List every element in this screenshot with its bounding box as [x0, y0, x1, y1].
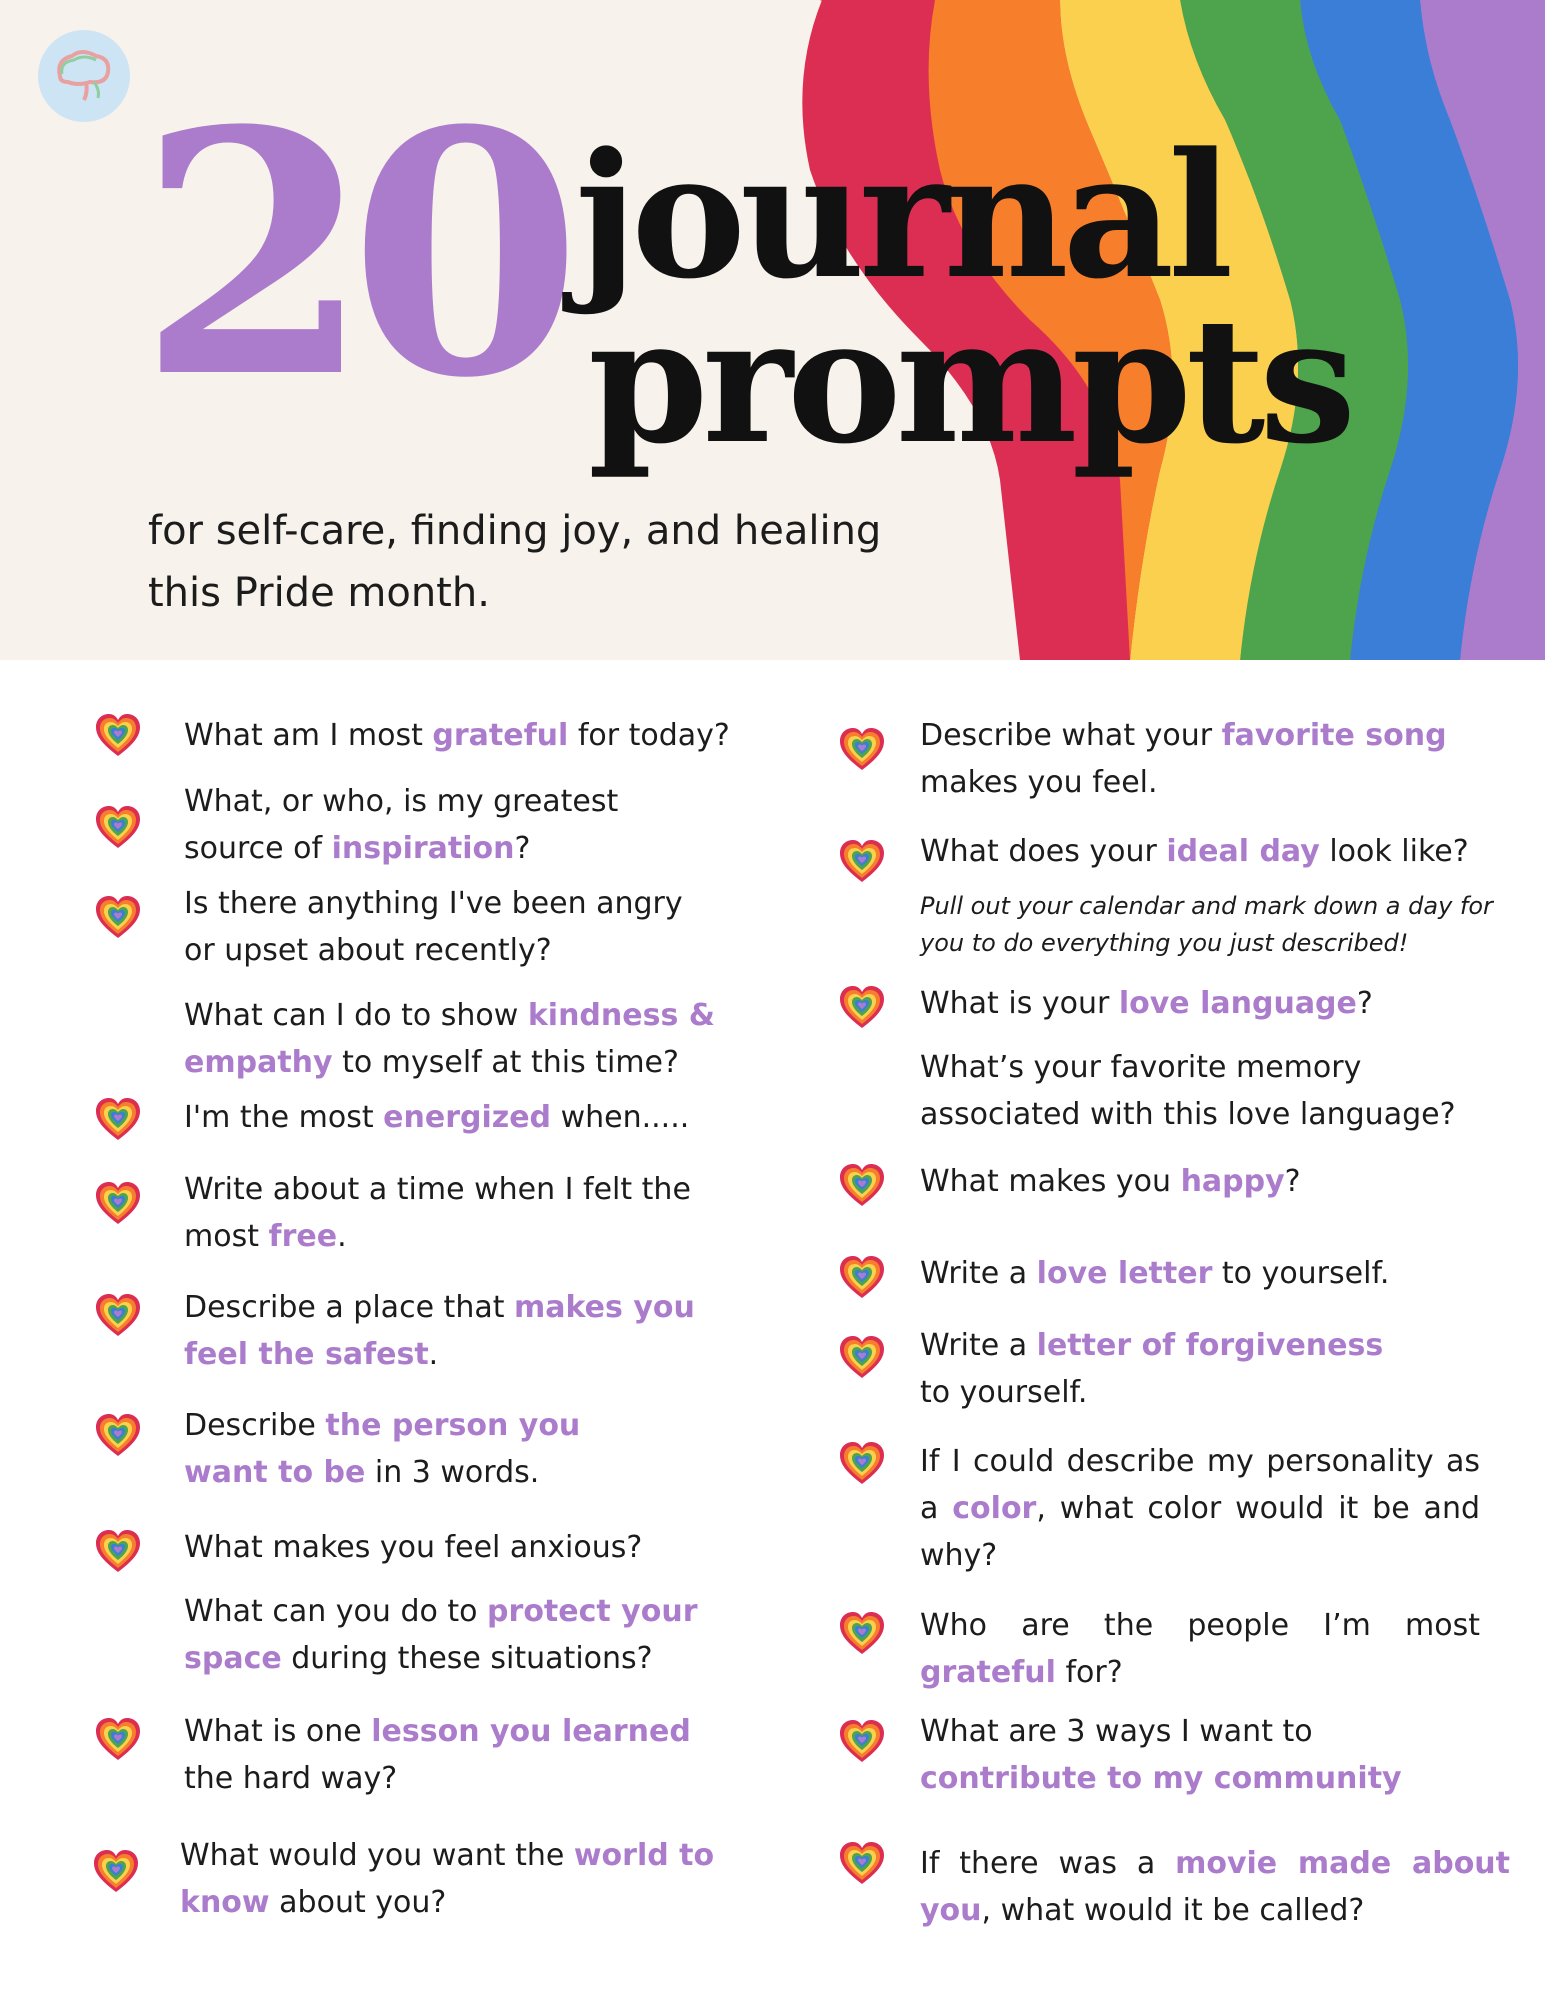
prompt-person-you-want-to-be: Describe the person you want to be in 3 words.	[184, 1408, 581, 1490]
prompt-favorite-song: Describe what your favorite song makes you feel.	[920, 718, 1447, 800]
prompt-world-to-know: What would you want the world to know about you?	[180, 1838, 715, 1920]
heart-icon	[838, 1840, 886, 1888]
heart-icon	[94, 1292, 142, 1340]
heart-icon	[92, 1848, 140, 1896]
title-line-journal: journal	[575, 114, 1228, 317]
prompt-letter-of-forgiveness: Write a letter of forgiveness to yourself.	[920, 1328, 1384, 1410]
heart-icon	[838, 1334, 886, 1382]
prompt-energized: I'm the most energized when.....	[184, 1100, 690, 1135]
heart-icon	[94, 894, 142, 942]
heart-icon	[838, 838, 886, 886]
prompt-lesson-learned: What is one lesson you learned the hard way?	[184, 1714, 691, 1796]
prompt-happy: What makes you happy?	[920, 1164, 1301, 1199]
heart-icon	[838, 1718, 886, 1766]
heart-icon	[94, 1528, 142, 1576]
prompt-inspiration: What, or who, is my greatest source of inspiration?	[184, 784, 619, 866]
prompt-grateful-people: Who are the people I’m most grateful for?	[920, 1608, 1480, 1690]
prompt-kindness-empathy: What can I do to show kindness & empathy to myself at this time?	[184, 998, 715, 1080]
heart-icon	[94, 712, 142, 760]
subtitle-line-1: for self-care, finding joy, and healing	[148, 508, 882, 554]
prompt-personality-color: If I could describe my personality as a color, what color would it be and why?	[920, 1444, 1480, 1573]
heart-icon	[94, 1096, 142, 1144]
title-line-prompts: prompts	[588, 279, 1351, 482]
prompt-ideal-day-note: Pull out your calendar and mark down a day for you to do everything you just described!	[920, 892, 1493, 957]
heart-icon	[838, 1610, 886, 1658]
prompt-anxious: What makes you feel anxious?	[184, 1530, 643, 1565]
prompt-movie-about-you: If there was a movie made about you, what would it be called?	[920, 1846, 1511, 1928]
brand-logo	[38, 30, 130, 122]
prompt-safest-place: Describe a place that makes you feel the safest.	[184, 1290, 695, 1372]
prompt-love-letter: Write a love letter to yourself.	[920, 1256, 1390, 1291]
prompt-ideal-day: What does your ideal day look like?	[920, 834, 1469, 869]
heart-icon	[94, 1412, 142, 1460]
heart-icon	[838, 1440, 886, 1488]
heart-icon	[94, 1180, 142, 1228]
prompt-angry-upset: Is there anything I've been angry or upset about recently?	[184, 886, 683, 968]
title-number: 20	[138, 58, 561, 452]
heart-icon	[94, 1716, 142, 1764]
prompt-contribute-community: What are 3 ways I want to contribute to my community	[920, 1714, 1402, 1796]
brain-icon	[38, 30, 130, 122]
heart-icon	[838, 984, 886, 1032]
heart-icon	[838, 1254, 886, 1302]
prompt-love-language: What is your love language?	[920, 986, 1373, 1021]
prompt-protect-your-space: What can you do to protect your space during these situations?	[184, 1594, 698, 1676]
subtitle	[148, 500, 908, 624]
heart-icon	[94, 804, 142, 852]
prompt-felt-free: Write about a time when I felt the most free.	[184, 1172, 691, 1254]
prompt-grateful-today: What am I most grateful for today?	[184, 718, 730, 753]
subtitle-line-2: this Pride month.	[148, 570, 490, 616]
prompt-favorite-memory: What’s your favorite memory associated with this love language?	[920, 1050, 1456, 1132]
heart-icon	[838, 1162, 886, 1210]
heart-icon	[838, 726, 886, 774]
